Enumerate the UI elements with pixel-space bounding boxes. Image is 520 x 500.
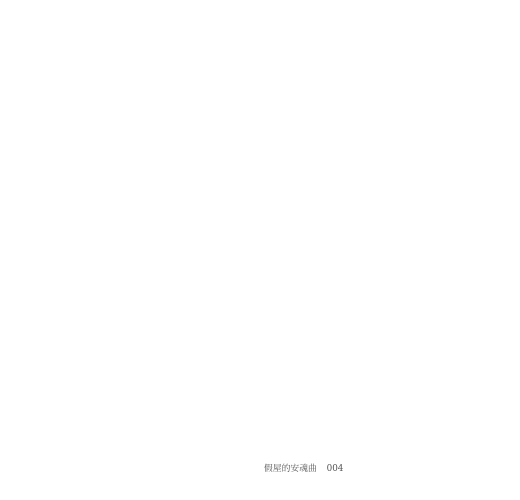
running-title: 假屋的安魂曲	[264, 464, 317, 474]
page-number: 004	[326, 464, 344, 474]
page-footer	[264, 462, 404, 476]
body-text	[116, 36, 384, 454]
